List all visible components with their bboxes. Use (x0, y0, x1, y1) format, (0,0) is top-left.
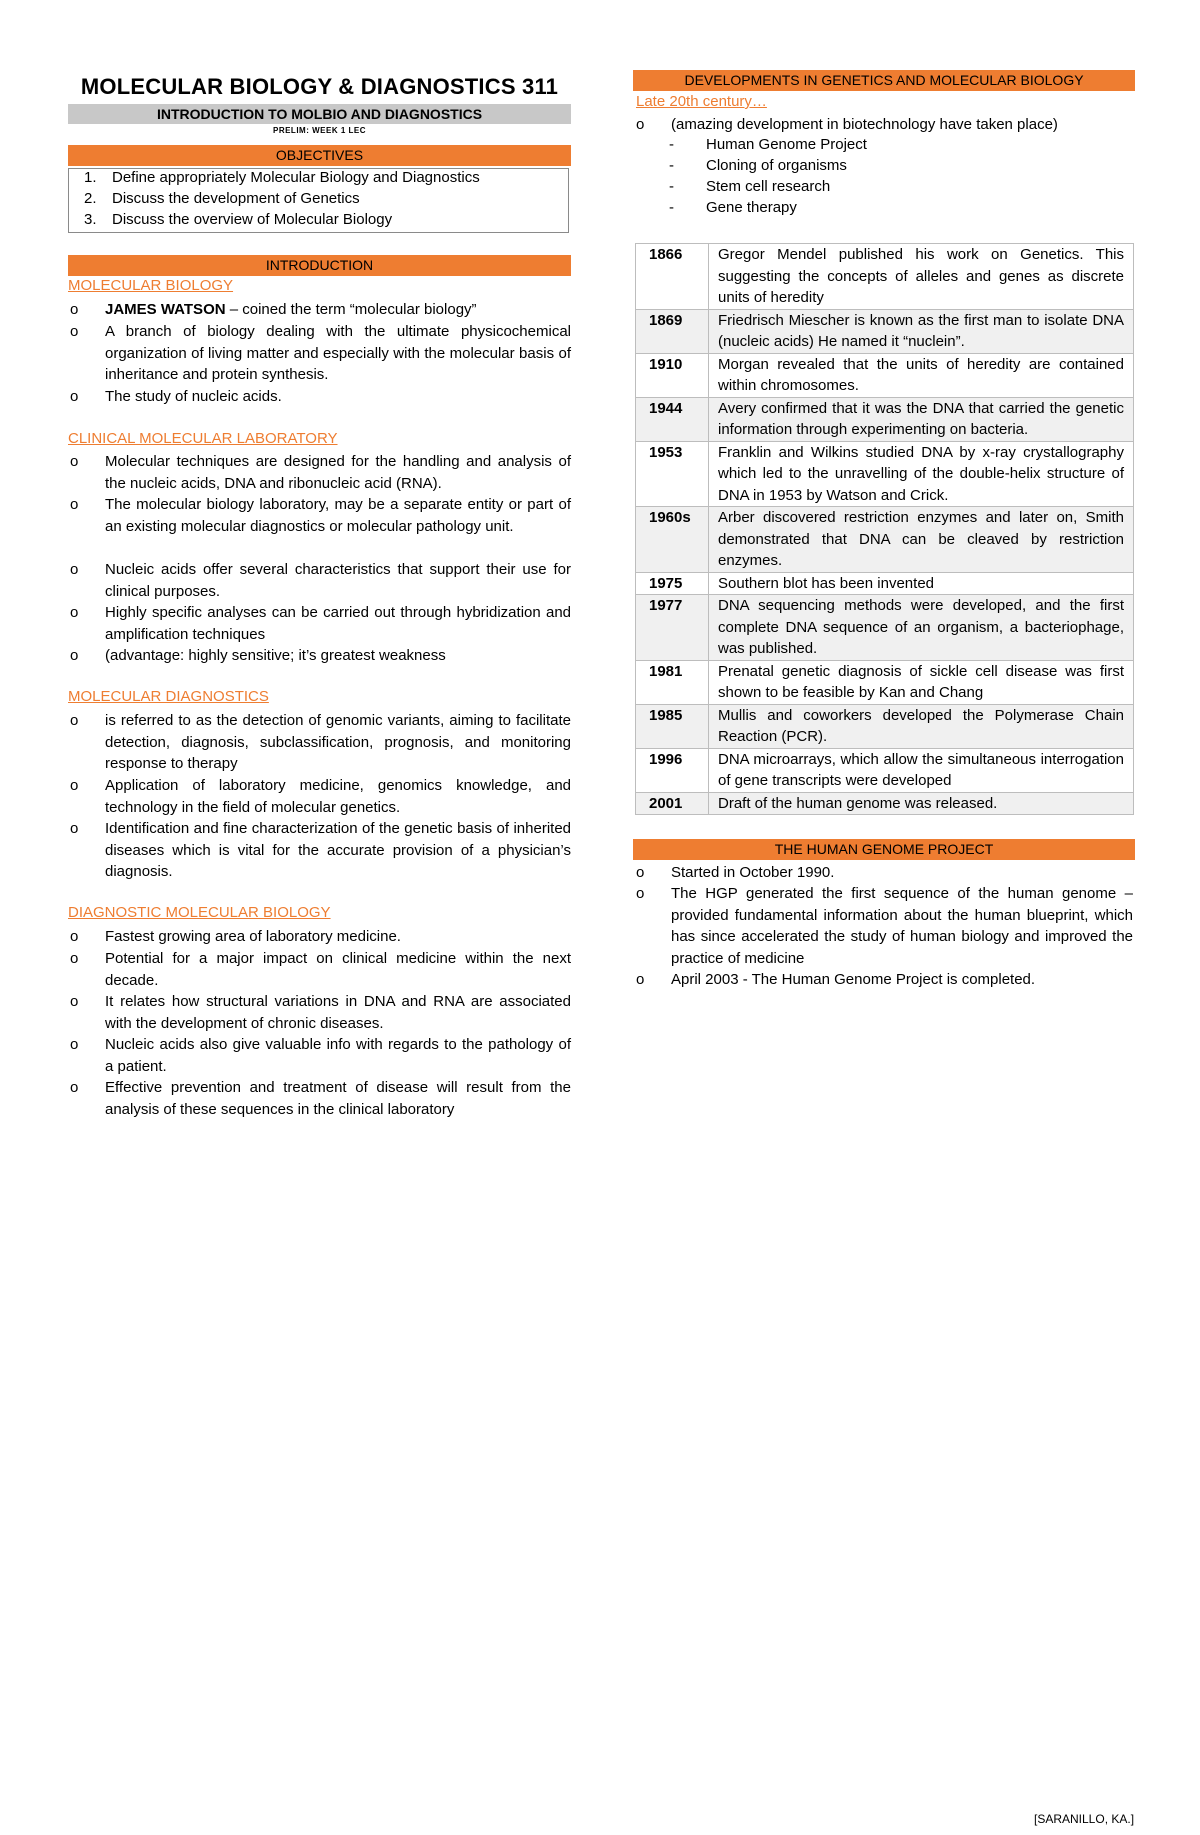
introduction-heading: INTRODUCTION (68, 255, 571, 276)
list-item: o The study of nucleic acids. (70, 388, 282, 405)
list-item: o JAMES WATSON – coined the term “molecular biology” (70, 301, 477, 318)
list-item: - Human Genome Project (669, 136, 867, 153)
list-item: o (amazing development in biotechnology have taken place) (636, 116, 1058, 133)
section-heading-molecular-biology: MOLECULAR BIOLOGY (68, 277, 234, 294)
table-row: 1869 Friedrisch Miescher is known as the first man to isolate DNA (nucleic acids) He named it “nuclein”. (636, 309, 1134, 353)
list-item: o Nucleic acids offer several characteristics that support their use for clinical purposes. (70, 561, 571, 600)
table-row: 1996 DNA microarrays, which allow the simultaneous interrogation of gene transcripts were developed (636, 748, 1134, 792)
table-row: 1977 DNA sequencing methods were developed, and the first complete DNA sequence of an organism, a bacteriophage, was published. (636, 595, 1134, 661)
hgp-heading: THE HUMAN GENOME PROJECT (633, 839, 1135, 860)
list-item: o Application of laboratory medicine, genomics knowledge, and technology in the field of molecular genetics. (70, 777, 571, 816)
list-item: o The molecular biology laboratory, may be a separate entity or part of an existing molecular diagnostics or molecular pathology unit. (70, 496, 571, 535)
list-item: o Fastest growing area of laboratory medicine. (70, 928, 401, 945)
list-item: o It relates how structural variations in DNA and RNA are associated with the development of chronic diseases. (70, 993, 571, 1032)
late-20th-century-heading: Late 20th century… (636, 93, 767, 110)
developments-heading: DEVELOPMENTS IN GENETICS AND MOLECULAR BIOLOGY (633, 70, 1135, 91)
section-heading-molecular-diagnostics: MOLECULAR DIAGNOSTICS (68, 688, 269, 705)
table-row: 1981 Prenatal genetic diagnosis of sickle cell disease was first shown to be feasible by Kan and Chang (636, 660, 1134, 704)
list-item: o April 2003 - The Human Genome Project is completed. (636, 971, 1036, 988)
page-title: MOLECULAR BIOLOGY & DIAGNOSTICS 311 (80, 74, 559, 99)
list-item: o Potential for a major impact on clinical medicine within the next decade. (70, 950, 571, 989)
list-item: o The HGP generated the first sequence of the human genome – provided fundamental information about the human blueprint, which has since accelerated the study of human biology and improved the practice of medicine (636, 885, 1133, 967)
lecture-subtitle: INTRODUCTION TO MOLBIO AND DIAGNOSTICS (68, 104, 571, 124)
author-footer: [SARANILLO, KA.] (1034, 1812, 1135, 1826)
list-item: - Cloning of organisms (669, 157, 847, 174)
list-item: o is referred to as the detection of genomic variants, aiming to facilitate detection, diagnosis, subclassification, prognosis, and monitoring response to therapy (70, 712, 571, 772)
week-label: PRELIM: WEEK 1 LEC (272, 126, 366, 135)
section-heading-diagnostic-molbio: DIAGNOSTIC MOLECULAR BIOLOGY (68, 904, 331, 921)
objective-item: 3. Discuss the overview of Molecular Biology (84, 211, 393, 228)
table-row: 1910 Morgan revealed that the units of heredity are contained within chromosomes. (636, 353, 1134, 397)
table-row: 1960s Arber discovered restriction enzymes and later on, Smith demonstrated that DNA can be cleaved by restriction enzymes. (636, 507, 1134, 573)
timeline-table (635, 243, 1134, 815)
section-heading-clinical-lab: CLINICAL MOLECULAR LABORATORY (68, 430, 338, 447)
objectives-box (68, 168, 569, 233)
list-item: o Effective prevention and treatment of disease will result from the analysis of these sequences in the clinical laboratory (70, 1079, 571, 1118)
table-row: 1953 Franklin and Wilkins studied DNA by x-ray crystallography which led to the unravelling of the double-helix structure of DNA in 1953 by Watson and Crick. (636, 441, 1134, 507)
objective-item: 1. Define appropriately Molecular Biology and Diagnostics (84, 169, 480, 186)
table-row: 1866 Gregor Mendel published his work on Genetics. This suggesting the concepts of alleles and genes as discrete units of heredity (636, 244, 1134, 310)
list-item: o A branch of biology dealing with the ultimate physicochemical organization of living matter and especially with the molecular basis of inheritance and protein synthesis. (70, 323, 571, 383)
list-item: - Gene therapy (669, 199, 797, 216)
list-item: o Molecular techniques are designed for the handling and analysis of the nucleic acids, DNA and ribonucleic acid (RNA). (70, 453, 571, 492)
list-item: o Highly specific analyses can be carried out through hybridization and amplification techniques (70, 604, 571, 643)
list-item: o (advantage: highly sensitive; it’s greatest weakness (70, 647, 446, 664)
list-item: o Started in October 1990. (636, 864, 835, 881)
list-item: - Stem cell research (669, 178, 831, 195)
objectives-heading: OBJECTIVES (68, 145, 571, 166)
table-row: 1975 Southern blot has been invented (636, 572, 1134, 595)
table-row: 1985 Mullis and coworkers developed the Polymerase Chain Reaction (PCR). (636, 704, 1134, 748)
list-item: o Identification and fine characterization of the genetic basis of inherited diseases which is vital for the accurate provision of a physician’s diagnosis. (70, 820, 571, 880)
objective-item: 2. Discuss the development of Genetics (84, 190, 360, 207)
table-row: 2001 Draft of the human genome was released. (636, 792, 1134, 815)
table-row: 1944 Avery confirmed that it was the DNA that carried the genetic information through experimenting on bacteria. (636, 397, 1134, 441)
list-item: o Nucleic acids also give valuable info with regards to the pathology of a patient. (70, 1036, 571, 1075)
